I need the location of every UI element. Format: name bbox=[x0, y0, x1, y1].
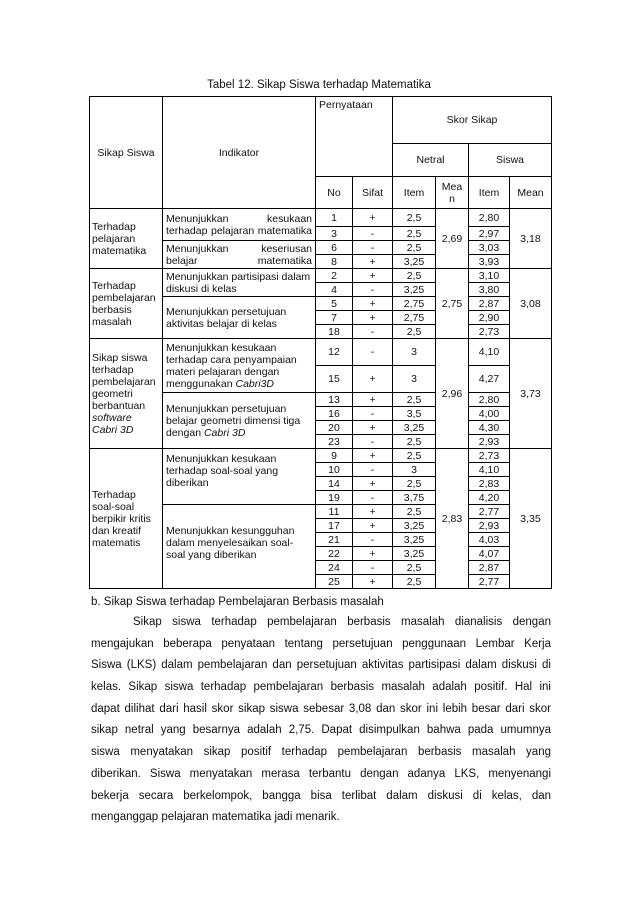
siswa-mean: 3,08 bbox=[510, 269, 552, 339]
pernyataan-no: 15 bbox=[316, 366, 353, 393]
paragraph-line: menganggap pelajaran matematika jadi menarik. bbox=[91, 811, 340, 824]
table-row bbox=[90, 209, 552, 227]
netral-item: 2,5 bbox=[393, 449, 436, 463]
table-row bbox=[90, 449, 552, 463]
pernyataan-no: 13 bbox=[316, 393, 353, 407]
siswa-item: 2,90 bbox=[469, 311, 510, 325]
header-netral: Netral bbox=[393, 144, 469, 177]
pernyataan-no: 22 bbox=[316, 547, 353, 561]
pernyataan-sifat: + bbox=[353, 519, 393, 533]
pernyataan-no: 24 bbox=[316, 561, 353, 575]
pernyataan-sifat: - bbox=[353, 325, 393, 339]
header-siswa-mean: Mean bbox=[510, 177, 552, 209]
siswa-item: 2,83 bbox=[469, 477, 510, 491]
netral-mean: 2,75 bbox=[436, 269, 469, 339]
pernyataan-no: 16 bbox=[316, 407, 353, 421]
pernyataan-sifat: - bbox=[353, 283, 393, 297]
pernyataan-no: 20 bbox=[316, 421, 353, 435]
pernyataan-no: 17 bbox=[316, 519, 353, 533]
siswa-mean: 3,35 bbox=[510, 449, 552, 589]
netral-item: 2,5 bbox=[393, 435, 436, 449]
pernyataan-sifat: + bbox=[353, 505, 393, 519]
pernyataan-sifat: - bbox=[353, 227, 393, 241]
siswa-item: 2,87 bbox=[469, 297, 510, 311]
pernyataan-sifat: + bbox=[353, 255, 393, 269]
netral-item: 3 bbox=[393, 339, 436, 366]
pernyataan-sifat: + bbox=[353, 209, 393, 227]
pernyataan-sifat: - bbox=[353, 533, 393, 547]
siswa-item: 2,87 bbox=[469, 561, 510, 575]
siswa-mean: 3,18 bbox=[510, 209, 552, 269]
netral-item: 3,25 bbox=[393, 283, 436, 297]
pernyataan-no: 3 bbox=[316, 227, 353, 241]
siswa-item: 4,27 bbox=[469, 366, 510, 393]
siswa-item: 4,30 bbox=[469, 421, 510, 435]
netral-item: 2,5 bbox=[393, 269, 436, 283]
paragraph-line: bekerja secara berkelompok, bangga bisa terlibat dalam diskusi di kelas, dan bbox=[91, 789, 551, 802]
siswa-mean: 3,73 bbox=[510, 339, 552, 449]
siswa-item: 2,80 bbox=[469, 209, 510, 227]
pernyataan-sifat: + bbox=[353, 297, 393, 311]
pernyataan-no: 23 bbox=[316, 435, 353, 449]
siswa-item: 2,80 bbox=[469, 393, 510, 407]
netral-mean: 2,96 bbox=[436, 339, 469, 449]
siswa-item: 3,93 bbox=[469, 255, 510, 269]
pernyataan-sifat: - bbox=[353, 407, 393, 421]
attitude-table bbox=[89, 96, 552, 589]
paragraph-line: sikap netral yang besarnya adalah 2,75. Dapat disimpulkan bahwa pada umumnya bbox=[91, 724, 551, 737]
pernyataan-sifat: - bbox=[353, 435, 393, 449]
netral-item: 3 bbox=[393, 366, 436, 393]
netral-item: 2,75 bbox=[393, 311, 436, 325]
paragraph-line: diberikan. Siswa menyatakan merasa terbantu dengan adanya LKS, menyenangi bbox=[91, 767, 551, 780]
paragraph-line: dapat dilihat dari hasil skor sikap siswa sebesar 3,08 dan skor ini lebih besar dari skor bbox=[91, 702, 551, 715]
header-skor-sikap: Skor Sikap bbox=[393, 97, 552, 144]
siswa-item: 3,03 bbox=[469, 241, 510, 255]
paragraph-line: kelas. Sikap siswa terhadap pembelajaran berbasis masalah adalah positif. Hal ini bbox=[91, 681, 551, 694]
header-siswa-item: Item bbox=[469, 177, 510, 209]
header-siswa: Siswa bbox=[469, 144, 552, 177]
netral-mean: 2,69 bbox=[436, 209, 469, 269]
siswa-item: 4,03 bbox=[469, 533, 510, 547]
siswa-item: 4,10 bbox=[469, 463, 510, 477]
header-no: No bbox=[316, 177, 353, 209]
header-indikator: Indikator bbox=[163, 97, 316, 209]
indikator-text: Menunjukkan persetujuan belajar geometri dimensi tiga dengan bbox=[166, 402, 301, 439]
pernyataan-sifat: - bbox=[353, 491, 393, 505]
netral-item: 3,75 bbox=[393, 491, 436, 505]
siswa-item: 3,80 bbox=[469, 283, 510, 297]
pernyataan-sifat: + bbox=[353, 575, 393, 589]
table-caption: Tabel 12. Sikap Siswa terhadap Matematika bbox=[207, 79, 431, 91]
netral-item: 2,5 bbox=[393, 325, 436, 339]
pernyataan-sifat: + bbox=[353, 269, 393, 283]
paragraph-line: Sikap siswa terhadap pembelajaran berbasis masalah dianalisis dengan bbox=[133, 616, 551, 628]
netral-item: 2,5 bbox=[393, 505, 436, 519]
pernyataan-no: 8 bbox=[316, 255, 353, 269]
siswa-item: 2,77 bbox=[469, 575, 510, 589]
netral-item: 3,25 bbox=[393, 519, 436, 533]
sikap-category: Terhadap soal-soal berpikir kritis dan kreatif matematis bbox=[90, 449, 163, 589]
netral-mean: 2,83 bbox=[436, 449, 469, 589]
pernyataan-no: 14 bbox=[316, 477, 353, 491]
indikator-cell: Menunjukkan kesukaan terhadap pelajaran matematika bbox=[163, 209, 316, 241]
siswa-item: 4,10 bbox=[469, 339, 510, 366]
pernyataan-no: 4 bbox=[316, 283, 353, 297]
pernyataan-sifat: - bbox=[353, 561, 393, 575]
paragraph-line: Siswa (LKS) dalam pembelajaran dan persetujuan aktivitas partisipasi dalam diskusi di bbox=[91, 659, 551, 672]
pernyataan-no: 6 bbox=[316, 241, 353, 255]
header-sikap-siswa: Sikap Siswa bbox=[90, 97, 163, 209]
body-paragraph bbox=[91, 612, 551, 829]
siswa-item: 4,07 bbox=[469, 547, 510, 561]
pernyataan-no: 1 bbox=[316, 209, 353, 227]
header-item: Item bbox=[393, 177, 436, 209]
pernyataan-no: 19 bbox=[316, 491, 353, 505]
netral-item: 3,25 bbox=[393, 255, 436, 269]
netral-item: 2,5 bbox=[393, 393, 436, 407]
siswa-item: 2,77 bbox=[469, 505, 510, 519]
pernyataan-no: 2 bbox=[316, 269, 353, 283]
indikator-text: Menunjukkan kesukaan terhadap cara penyampaian materi pelajaran dengan menggunakan bbox=[166, 341, 297, 390]
netral-item: 3,25 bbox=[393, 533, 436, 547]
sikap-category: Terhadap pelajaran matematika bbox=[90, 209, 163, 269]
netral-item: 2,5 bbox=[393, 477, 436, 491]
indikator-text-italic: Cabri 3D bbox=[203, 426, 246, 439]
siswa-item: 2,97 bbox=[469, 227, 510, 241]
sikap-category bbox=[90, 339, 163, 449]
pernyataan-sifat: + bbox=[353, 421, 393, 435]
indikator-cell: Menunjukkan kesukaan terhadap soal-soal yang diberikan bbox=[163, 449, 316, 505]
netral-item: 2,5 bbox=[393, 241, 436, 255]
pernyataan-sifat: + bbox=[353, 449, 393, 463]
table-row bbox=[90, 269, 552, 283]
sikap-text: Sikap siswa terhadap pembelajaran geometri berbantuan bbox=[92, 351, 156, 412]
pernyataan-sifat: - bbox=[353, 463, 393, 477]
siswa-item: 4,00 bbox=[469, 407, 510, 421]
pernyataan-sifat: + bbox=[353, 393, 393, 407]
header-netral-mean: Mean bbox=[436, 177, 469, 209]
pernyataan-sifat: - bbox=[353, 241, 393, 255]
table-row bbox=[90, 339, 552, 366]
indikator-cell: Menunjukkan kesungguhan dalam menyelesaikan soal-soal yang diberikan bbox=[163, 505, 316, 589]
indikator-cell: Menunjukkan persetujuan aktivitas belajar di kelas bbox=[163, 297, 316, 339]
header-sifat: Sifat bbox=[353, 177, 393, 209]
netral-item: 3 bbox=[393, 463, 436, 477]
pernyataan-no: 9 bbox=[316, 449, 353, 463]
indikator-cell bbox=[163, 339, 316, 393]
pernyataan-no: 21 bbox=[316, 533, 353, 547]
indikator-cell: Menunjukkan partisipasi dalam diskusi di kelas bbox=[163, 269, 316, 297]
siswa-item: 3,10 bbox=[469, 269, 510, 283]
pernyataan-no: 10 bbox=[316, 463, 353, 477]
pernyataan-sifat: + bbox=[353, 366, 393, 393]
netral-item: 3,5 bbox=[393, 407, 436, 421]
paragraph-line: siswa menyatakan sikap positif terhadap pembelajaran berbasis masalah yang bbox=[91, 746, 551, 759]
siswa-item: 2,73 bbox=[469, 449, 510, 463]
siswa-item: 4,20 bbox=[469, 491, 510, 505]
netral-item: 2,5 bbox=[393, 209, 436, 227]
pernyataan-no: 18 bbox=[316, 325, 353, 339]
pernyataan-no: 11 bbox=[316, 505, 353, 519]
pernyataan-no: 25 bbox=[316, 575, 353, 589]
netral-item: 3,25 bbox=[393, 421, 436, 435]
netral-item: 2,5 bbox=[393, 227, 436, 241]
indikator-cell bbox=[163, 393, 316, 449]
pernyataan-sifat: - bbox=[353, 339, 393, 366]
sikap-text-italic: software Cabri 3D bbox=[92, 411, 134, 436]
header-pernyataan: Pernyataan bbox=[316, 97, 393, 177]
pernyataan-sifat: + bbox=[353, 477, 393, 491]
pernyataan-no: 12 bbox=[316, 339, 353, 366]
siswa-item: 2,73 bbox=[469, 325, 510, 339]
siswa-item: 2,93 bbox=[469, 519, 510, 533]
pernyataan-no: 5 bbox=[316, 297, 353, 311]
pernyataan-sifat: + bbox=[353, 547, 393, 561]
netral-item: 3,25 bbox=[393, 547, 436, 561]
pernyataan-no: 7 bbox=[316, 311, 353, 325]
netral-item: 2,5 bbox=[393, 561, 436, 575]
netral-item: 2,5 bbox=[393, 575, 436, 589]
indikator-text-italic: Cabri3D bbox=[235, 377, 274, 390]
pernyataan-sifat: + bbox=[353, 311, 393, 325]
netral-item: 2,75 bbox=[393, 297, 436, 311]
sikap-category: Terhadap pembelajaran berbasis masalah bbox=[90, 269, 163, 339]
section-heading: b. Sikap Siswa terhadap Pembelajaran Berbasis masalah bbox=[91, 596, 384, 608]
siswa-item: 2,93 bbox=[469, 435, 510, 449]
indikator-cell: Menunjukkan keseriusan belajar matematika bbox=[163, 241, 316, 269]
paragraph-line: mengajukan beberapa penyataan tentang persetujuan penggunaan Lembar Kerja bbox=[91, 637, 551, 650]
